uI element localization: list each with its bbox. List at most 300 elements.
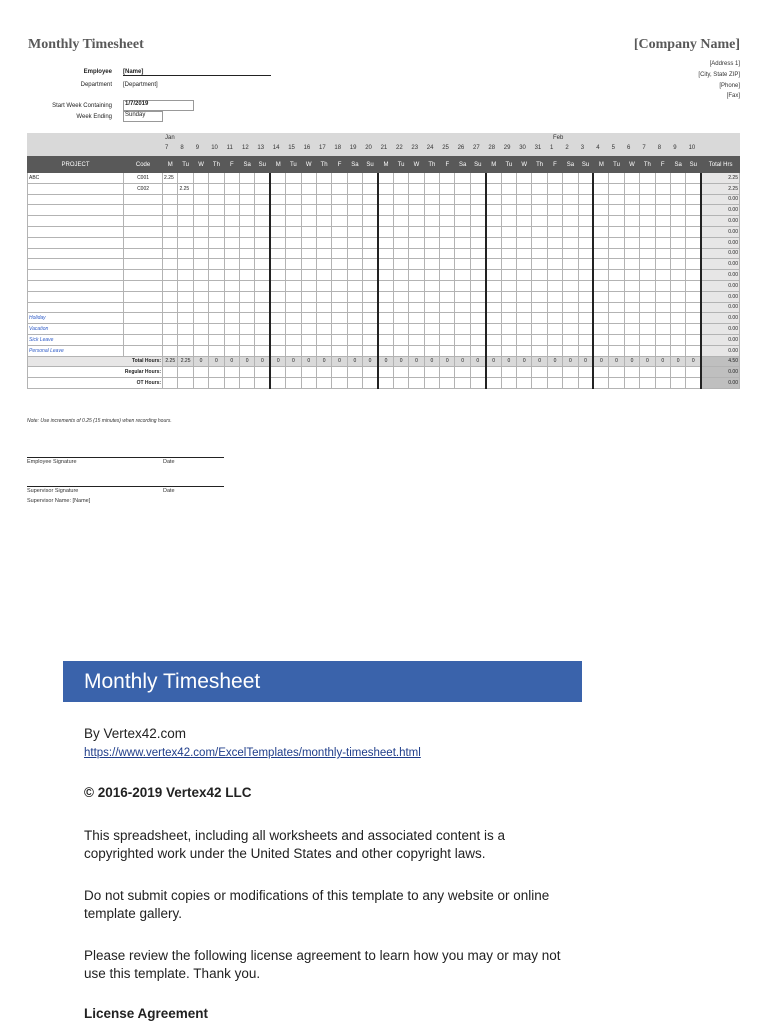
hours-cell[interactable]	[347, 378, 362, 389]
hours-cell[interactable]	[547, 313, 562, 324]
hours-cell[interactable]	[270, 378, 285, 389]
hours-cell[interactable]	[486, 280, 501, 291]
hours-cell[interactable]	[547, 324, 562, 335]
hours-cell[interactable]	[363, 194, 378, 205]
hours-cell[interactable]	[486, 248, 501, 259]
hours-cell[interactable]	[547, 194, 562, 205]
hours-cell[interactable]	[563, 194, 578, 205]
hours-cell[interactable]	[255, 194, 270, 205]
hours-cell[interactable]	[286, 216, 301, 227]
hours-cell[interactable]	[240, 378, 255, 389]
hours-cell[interactable]	[455, 367, 470, 378]
hours-cell[interactable]	[501, 173, 516, 184]
hours-cell[interactable]	[593, 378, 608, 389]
hours-cell[interactable]	[378, 324, 393, 335]
hours-cell[interactable]	[240, 237, 255, 248]
hours-cell[interactable]	[240, 291, 255, 302]
hours-cell[interactable]	[517, 183, 532, 194]
hours-cell[interactable]	[363, 237, 378, 248]
hours-cell[interactable]	[455, 248, 470, 259]
hours-cell[interactable]	[347, 183, 362, 194]
hours-cell[interactable]	[316, 302, 331, 313]
hours-cell[interactable]	[270, 173, 285, 184]
hours-cell[interactable]	[609, 226, 624, 237]
hours-cell[interactable]	[424, 270, 439, 281]
hours-cell[interactable]	[178, 378, 193, 389]
hours-cell[interactable]	[393, 248, 408, 259]
hours-cell[interactable]	[640, 270, 655, 281]
hours-cell[interactable]	[286, 248, 301, 259]
hours-cell[interactable]	[440, 334, 455, 345]
hours-cell[interactable]	[393, 367, 408, 378]
hours-cell[interactable]	[378, 378, 393, 389]
hours-cell[interactable]	[363, 173, 378, 184]
hours-cell[interactable]	[532, 313, 547, 324]
project-cell[interactable]: Holiday	[28, 313, 124, 324]
hours-cell[interactable]	[301, 216, 316, 227]
hours-cell[interactable]	[240, 183, 255, 194]
hours-cell[interactable]	[316, 378, 331, 389]
hours-cell[interactable]	[486, 270, 501, 281]
hours-cell[interactable]	[178, 216, 193, 227]
hours-cell[interactable]	[563, 205, 578, 216]
hours-cell[interactable]	[347, 345, 362, 356]
hours-cell[interactable]	[316, 345, 331, 356]
hours-cell[interactable]	[332, 237, 347, 248]
hours-cell[interactable]	[532, 270, 547, 281]
hours-cell[interactable]	[270, 194, 285, 205]
hours-cell[interactable]	[486, 205, 501, 216]
hours-cell[interactable]	[486, 334, 501, 345]
hours-cell[interactable]	[440, 378, 455, 389]
hours-cell[interactable]	[517, 248, 532, 259]
hours-cell[interactable]	[670, 194, 685, 205]
hours-cell[interactable]	[224, 378, 239, 389]
hours-cell[interactable]	[532, 194, 547, 205]
hours-cell[interactable]	[224, 324, 239, 335]
hours-cell[interactable]	[470, 183, 485, 194]
project-cell[interactable]: Sick Leave	[28, 334, 124, 345]
hours-cell[interactable]	[517, 367, 532, 378]
hours-cell[interactable]	[578, 291, 593, 302]
hours-cell[interactable]	[455, 194, 470, 205]
hours-cell[interactable]	[517, 324, 532, 335]
hours-cell[interactable]	[670, 226, 685, 237]
hours-cell[interactable]	[609, 173, 624, 184]
hours-cell[interactable]	[670, 173, 685, 184]
hours-cell[interactable]	[655, 313, 670, 324]
hours-cell[interactable]	[240, 270, 255, 281]
hours-cell[interactable]	[547, 205, 562, 216]
hours-cell[interactable]	[609, 194, 624, 205]
hours-cell[interactable]	[347, 216, 362, 227]
hours-cell[interactable]	[224, 194, 239, 205]
hours-cell[interactable]	[686, 173, 701, 184]
hours-cell[interactable]	[609, 302, 624, 313]
hours-cell[interactable]	[593, 194, 608, 205]
hours-cell[interactable]	[393, 183, 408, 194]
hours-cell[interactable]	[578, 216, 593, 227]
hours-cell[interactable]	[378, 291, 393, 302]
hours-cell[interactable]	[486, 345, 501, 356]
hours-cell[interactable]	[563, 226, 578, 237]
hours-cell[interactable]	[409, 302, 424, 313]
hours-cell[interactable]	[301, 313, 316, 324]
hours-cell[interactable]	[655, 259, 670, 270]
hours-cell[interactable]	[316, 237, 331, 248]
hours-cell[interactable]	[532, 367, 547, 378]
hours-cell[interactable]	[455, 237, 470, 248]
hours-cell[interactable]	[301, 248, 316, 259]
hours-cell[interactable]	[455, 216, 470, 227]
hours-cell[interactable]	[209, 367, 224, 378]
hours-cell[interactable]	[609, 334, 624, 345]
hours-cell[interactable]	[332, 291, 347, 302]
code-cell[interactable]: C001	[124, 173, 163, 184]
hours-cell[interactable]	[670, 324, 685, 335]
hours-cell[interactable]	[163, 291, 178, 302]
hours-cell[interactable]	[240, 334, 255, 345]
hours-cell[interactable]	[532, 173, 547, 184]
hours-cell[interactable]	[178, 302, 193, 313]
hours-cell[interactable]	[347, 367, 362, 378]
hours-cell[interactable]	[670, 334, 685, 345]
hours-cell[interactable]	[163, 313, 178, 324]
hours-cell[interactable]	[363, 280, 378, 291]
hours-cell[interactable]	[301, 302, 316, 313]
hours-cell[interactable]	[547, 237, 562, 248]
hours-cell[interactable]	[686, 205, 701, 216]
hours-cell[interactable]	[316, 313, 331, 324]
hours-cell[interactable]	[547, 216, 562, 227]
hours-cell[interactable]	[209, 270, 224, 281]
hours-cell[interactable]	[224, 302, 239, 313]
hours-cell[interactable]	[517, 378, 532, 389]
hours-cell[interactable]	[624, 259, 639, 270]
hours-cell[interactable]	[163, 183, 178, 194]
hours-cell[interactable]	[640, 291, 655, 302]
hours-cell[interactable]	[270, 334, 285, 345]
hours-cell[interactable]	[270, 216, 285, 227]
hours-cell[interactable]	[193, 194, 208, 205]
hours-cell[interactable]	[440, 280, 455, 291]
hours-cell[interactable]	[670, 291, 685, 302]
hours-cell[interactable]	[578, 367, 593, 378]
hours-cell[interactable]	[240, 205, 255, 216]
hours-cell[interactable]	[393, 226, 408, 237]
hours-cell[interactable]	[193, 378, 208, 389]
hours-cell[interactable]	[517, 173, 532, 184]
hours-cell[interactable]	[455, 334, 470, 345]
hours-cell[interactable]	[640, 378, 655, 389]
hours-cell[interactable]	[470, 173, 485, 184]
hours-cell[interactable]	[640, 183, 655, 194]
hours-cell[interactable]	[270, 324, 285, 335]
hours-cell[interactable]	[178, 173, 193, 184]
hours-cell[interactable]	[686, 183, 701, 194]
hours-cell[interactable]	[424, 194, 439, 205]
hours-cell[interactable]	[301, 237, 316, 248]
hours-cell[interactable]	[286, 345, 301, 356]
hours-cell[interactable]	[332, 302, 347, 313]
hours-cell[interactable]	[547, 270, 562, 281]
hours-cell[interactable]	[209, 194, 224, 205]
hours-cell[interactable]	[393, 237, 408, 248]
hours-cell[interactable]	[209, 345, 224, 356]
hours-cell[interactable]	[686, 378, 701, 389]
hours-cell[interactable]	[209, 280, 224, 291]
hours-cell[interactable]	[347, 248, 362, 259]
hours-cell[interactable]	[393, 270, 408, 281]
hours-cell[interactable]	[424, 280, 439, 291]
hours-cell[interactable]	[501, 183, 516, 194]
hours-cell[interactable]	[193, 334, 208, 345]
department-field[interactable]: [Department]	[123, 82, 158, 88]
hours-cell[interactable]	[440, 270, 455, 281]
hours-cell[interactable]	[393, 302, 408, 313]
hours-cell[interactable]	[255, 313, 270, 324]
hours-cell[interactable]	[316, 173, 331, 184]
hours-cell[interactable]	[470, 324, 485, 335]
hours-cell[interactable]	[593, 367, 608, 378]
hours-cell[interactable]	[517, 205, 532, 216]
hours-cell[interactable]	[347, 173, 362, 184]
hours-cell[interactable]	[686, 216, 701, 227]
hours-cell[interactable]	[455, 302, 470, 313]
info-link[interactable]: https://www.vertex42.com/ExcelTemplates/monthly-timesheet.html	[84, 747, 421, 759]
hours-cell[interactable]	[301, 205, 316, 216]
hours-cell[interactable]	[609, 378, 624, 389]
hours-cell[interactable]	[455, 291, 470, 302]
project-cell[interactable]: Vacation	[28, 324, 124, 335]
hours-cell[interactable]	[378, 259, 393, 270]
hours-cell[interactable]	[655, 205, 670, 216]
hours-cell[interactable]	[578, 270, 593, 281]
hours-cell[interactable]	[255, 270, 270, 281]
hours-cell[interactable]	[163, 324, 178, 335]
hours-cell[interactable]	[563, 270, 578, 281]
hours-cell[interactable]	[393, 345, 408, 356]
hours-cell[interactable]	[178, 367, 193, 378]
hours-cell[interactable]	[178, 259, 193, 270]
hours-cell[interactable]	[686, 194, 701, 205]
hours-cell[interactable]	[332, 367, 347, 378]
project-cell[interactable]	[28, 237, 124, 248]
code-cell[interactable]	[124, 324, 163, 335]
hours-cell[interactable]	[563, 237, 578, 248]
hours-cell[interactable]	[224, 334, 239, 345]
hours-cell[interactable]	[286, 324, 301, 335]
hours-cell[interactable]	[316, 248, 331, 259]
hours-cell[interactable]	[593, 302, 608, 313]
hours-cell[interactable]	[578, 173, 593, 184]
hours-cell[interactable]	[517, 302, 532, 313]
hours-cell[interactable]	[563, 183, 578, 194]
hours-cell[interactable]	[424, 345, 439, 356]
hours-cell[interactable]	[624, 173, 639, 184]
employee-field[interactable]: [Name]	[123, 69, 271, 76]
hours-cell[interactable]	[393, 280, 408, 291]
hours-cell[interactable]	[547, 334, 562, 345]
hours-cell[interactable]	[470, 259, 485, 270]
hours-cell[interactable]	[501, 334, 516, 345]
hours-cell[interactable]	[424, 205, 439, 216]
hours-cell[interactable]	[409, 378, 424, 389]
hours-cell[interactable]	[501, 378, 516, 389]
hours-cell[interactable]	[332, 324, 347, 335]
hours-cell[interactable]	[655, 280, 670, 291]
hours-cell[interactable]	[163, 248, 178, 259]
hours-cell[interactable]	[163, 237, 178, 248]
hours-cell[interactable]	[255, 280, 270, 291]
hours-cell[interactable]	[440, 259, 455, 270]
hours-cell[interactable]	[378, 334, 393, 345]
hours-cell[interactable]	[578, 226, 593, 237]
hours-cell[interactable]	[640, 345, 655, 356]
hours-cell[interactable]	[240, 259, 255, 270]
hours-cell[interactable]	[209, 205, 224, 216]
hours-cell[interactable]	[193, 291, 208, 302]
hours-cell[interactable]	[393, 334, 408, 345]
hours-cell[interactable]	[424, 334, 439, 345]
hours-cell[interactable]	[686, 367, 701, 378]
hours-cell[interactable]	[255, 248, 270, 259]
hours-cell[interactable]	[486, 226, 501, 237]
hours-cell[interactable]	[609, 259, 624, 270]
hours-cell[interactable]	[563, 291, 578, 302]
employee-signature-line[interactable]	[27, 457, 224, 458]
hours-cell[interactable]	[563, 216, 578, 227]
hours-cell[interactable]	[501, 194, 516, 205]
hours-cell[interactable]	[286, 205, 301, 216]
hours-cell[interactable]	[440, 194, 455, 205]
hours-cell[interactable]	[547, 291, 562, 302]
hours-cell[interactable]	[517, 313, 532, 324]
hours-cell[interactable]	[240, 248, 255, 259]
code-cell[interactable]	[124, 313, 163, 324]
hours-cell[interactable]	[178, 313, 193, 324]
hours-cell[interactable]	[470, 216, 485, 227]
hours-cell[interactable]	[517, 334, 532, 345]
hours-cell[interactable]	[486, 324, 501, 335]
hours-cell[interactable]	[163, 302, 178, 313]
hours-cell[interactable]	[332, 378, 347, 389]
code-cell[interactable]	[124, 248, 163, 259]
hours-cell[interactable]	[286, 378, 301, 389]
hours-cell[interactable]	[240, 173, 255, 184]
hours-cell[interactable]	[424, 367, 439, 378]
hours-cell[interactable]	[686, 334, 701, 345]
hours-cell[interactable]	[178, 248, 193, 259]
hours-cell[interactable]	[301, 183, 316, 194]
hours-cell[interactable]	[501, 302, 516, 313]
hours-cell[interactable]: 2.25	[178, 183, 193, 194]
hours-cell[interactable]	[347, 194, 362, 205]
code-cell[interactable]	[124, 205, 163, 216]
hours-cell[interactable]	[578, 324, 593, 335]
hours-cell[interactable]	[286, 291, 301, 302]
hours-cell[interactable]	[532, 345, 547, 356]
hours-cell[interactable]	[409, 205, 424, 216]
hours-cell[interactable]	[470, 313, 485, 324]
hours-cell[interactable]	[424, 183, 439, 194]
hours-cell[interactable]	[286, 226, 301, 237]
hours-cell[interactable]	[270, 248, 285, 259]
hours-cell[interactable]	[655, 378, 670, 389]
hours-cell[interactable]	[270, 291, 285, 302]
hours-cell[interactable]	[178, 205, 193, 216]
hours-cell[interactable]	[532, 248, 547, 259]
hours-cell[interactable]	[240, 367, 255, 378]
hours-cell[interactable]	[517, 226, 532, 237]
hours-cell[interactable]	[440, 367, 455, 378]
hours-cell[interactable]	[517, 216, 532, 227]
hours-cell[interactable]	[593, 248, 608, 259]
hours-cell[interactable]	[609, 313, 624, 324]
hours-cell[interactable]	[470, 205, 485, 216]
hours-cell[interactable]	[193, 313, 208, 324]
hours-cell[interactable]	[301, 173, 316, 184]
hours-cell[interactable]	[347, 259, 362, 270]
hours-cell[interactable]	[532, 205, 547, 216]
hours-cell[interactable]	[240, 194, 255, 205]
hours-cell[interactable]	[240, 313, 255, 324]
hours-cell[interactable]	[440, 226, 455, 237]
hours-cell[interactable]	[393, 291, 408, 302]
hours-cell[interactable]	[686, 291, 701, 302]
hours-cell[interactable]	[224, 248, 239, 259]
hours-cell[interactable]	[163, 367, 178, 378]
hours-cell[interactable]	[517, 270, 532, 281]
hours-cell[interactable]	[655, 183, 670, 194]
hours-cell[interactable]	[486, 378, 501, 389]
hours-cell[interactable]	[640, 205, 655, 216]
hours-cell[interactable]	[670, 378, 685, 389]
hours-cell[interactable]	[547, 173, 562, 184]
hours-cell[interactable]	[301, 291, 316, 302]
hours-cell[interactable]	[163, 205, 178, 216]
hours-cell[interactable]	[163, 259, 178, 270]
hours-cell[interactable]	[209, 183, 224, 194]
hours-cell[interactable]	[563, 324, 578, 335]
hours-cell[interactable]	[593, 205, 608, 216]
hours-cell[interactable]	[424, 302, 439, 313]
hours-cell[interactable]	[209, 248, 224, 259]
hours-cell[interactable]	[301, 334, 316, 345]
hours-cell[interactable]	[316, 216, 331, 227]
hours-cell[interactable]	[209, 324, 224, 335]
hours-cell[interactable]	[363, 302, 378, 313]
hours-cell[interactable]	[624, 183, 639, 194]
project-cell[interactable]	[28, 248, 124, 259]
hours-cell[interactable]	[563, 302, 578, 313]
hours-cell[interactable]	[655, 226, 670, 237]
hours-cell[interactable]	[547, 345, 562, 356]
hours-cell[interactable]	[332, 345, 347, 356]
hours-cell[interactable]	[609, 270, 624, 281]
project-cell[interactable]	[28, 205, 124, 216]
hours-cell[interactable]	[424, 226, 439, 237]
hours-cell[interactable]	[501, 237, 516, 248]
code-cell[interactable]	[124, 291, 163, 302]
hours-cell[interactable]	[624, 324, 639, 335]
hours-cell[interactable]	[563, 334, 578, 345]
hours-cell[interactable]	[532, 378, 547, 389]
hours-cell[interactable]	[363, 216, 378, 227]
hours-cell[interactable]: 2.25	[163, 173, 178, 184]
hours-cell[interactable]	[286, 367, 301, 378]
hours-cell[interactable]	[455, 226, 470, 237]
